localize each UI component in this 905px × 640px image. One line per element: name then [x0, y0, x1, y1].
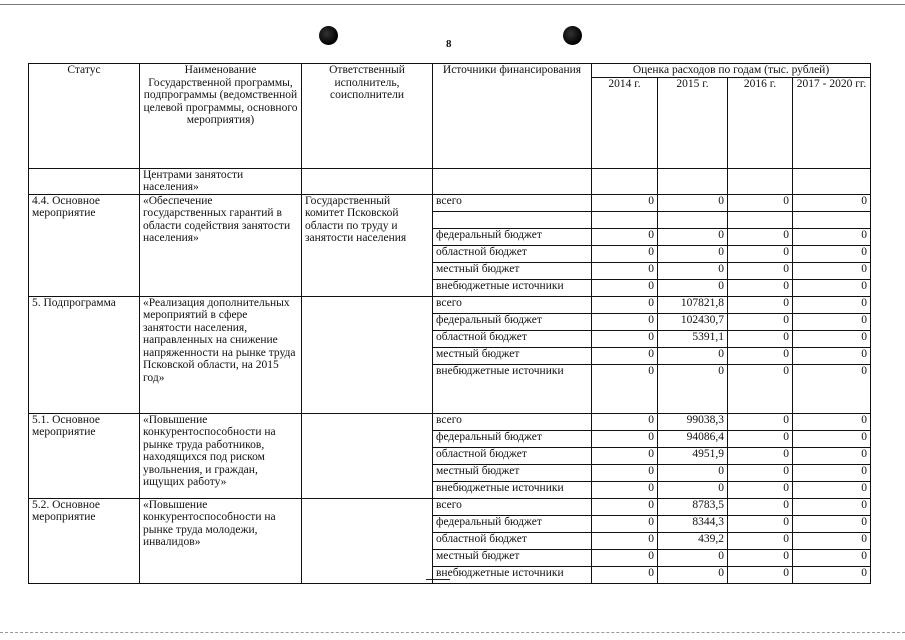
value-cell: 102430,7 — [658, 313, 728, 330]
source-cell: областной бюджет — [433, 447, 592, 464]
source-cell — [433, 211, 592, 228]
responsible-cell — [302, 168, 433, 194]
value-cell: 0 — [592, 296, 658, 313]
header-sources: Источники финансирования — [433, 64, 592, 169]
source-cell: местный бюджет — [433, 262, 592, 279]
source-cell: областной бюджет — [433, 532, 592, 549]
value-cell: 94086,4 — [658, 430, 728, 447]
value-cell: 0 — [728, 532, 793, 549]
value-cell: 0 — [658, 347, 728, 364]
value-cell: 0 — [728, 279, 793, 296]
source-cell: местный бюджет — [433, 464, 592, 481]
value-cell: 0 — [592, 515, 658, 532]
status-cell — [29, 168, 140, 194]
table-body — [29, 168, 871, 583]
value-cell: 0 — [793, 279, 871, 296]
value-cell: 0 — [728, 549, 793, 566]
value-cell: 0 — [592, 430, 658, 447]
value-cell: 0 — [793, 364, 871, 413]
source-cell: всего — [433, 296, 592, 313]
source-cell: внебюджетные источники — [433, 481, 592, 498]
value-cell: 0 — [592, 262, 658, 279]
responsible-cell — [302, 413, 433, 498]
value-cell: 0 — [592, 245, 658, 262]
source-cell: местный бюджет — [433, 549, 592, 566]
name-cell: «Реализация дополнительных мероприятий в сфере занятости населения, направленных на снижение напряженности на рынке труда Псковской области, на 2015 год» — [140, 296, 302, 413]
value-cell: 0 — [793, 262, 871, 279]
value-cell: 0 — [728, 296, 793, 313]
value-cell: 0 — [592, 549, 658, 566]
value-cell: 0 — [728, 481, 793, 498]
table-row — [29, 498, 871, 515]
status-cell: 4.4. Основное мероприятие — [29, 194, 140, 296]
page-number: 8 — [446, 38, 452, 50]
value-cell: 0 — [728, 330, 793, 347]
value-cell: 0 — [793, 549, 871, 566]
continuation-row — [29, 168, 871, 194]
value-cell: 0 — [592, 481, 658, 498]
value-cell: 0 — [793, 498, 871, 515]
value-cell: 0 — [728, 413, 793, 430]
value-cell: 0 — [592, 194, 658, 211]
status-cell: 5. Подпрограмма — [29, 296, 140, 413]
value-cell: 0 — [793, 347, 871, 364]
value-cell: 0 — [728, 566, 793, 583]
value-cell: 0 — [793, 481, 871, 498]
value-cell: 0 — [592, 464, 658, 481]
name-cell: «Повышение конкурентоспособности на рынке труда молодежи, инвалидов» — [140, 498, 302, 583]
source-cell: внебюджетные источники — [433, 566, 592, 583]
name-cell: Центрами занятости населения» — [140, 168, 302, 194]
value-cell: 0 — [728, 194, 793, 211]
value-cell: 0 — [793, 532, 871, 549]
value-cell: 0 — [592, 532, 658, 549]
value-cell: 0 — [658, 364, 728, 413]
source-cell: внебюджетные источники — [433, 279, 592, 296]
value-cell: 0 — [592, 447, 658, 464]
responsible-cell: Государственный комитет Псковской области по труду и занятости населения — [302, 194, 433, 296]
value-cell: 8783,5 — [658, 498, 728, 515]
name-cell: «Повышение конкурентоспособности на рынке труда работников, находящихся под риском увольнения, и граждан, ищущих работу» — [140, 413, 302, 498]
value-cell: 0 — [658, 245, 728, 262]
header-estimate: Оценка расходов по годам (тыс. рублей) — [592, 64, 871, 78]
value-cell: 0 — [658, 464, 728, 481]
bottom-edge-line — [0, 632, 905, 633]
source-cell: всего — [433, 498, 592, 515]
source-cell: всего — [433, 413, 592, 430]
value-cell: 0 — [658, 194, 728, 211]
value-cell: 5391,1 — [658, 330, 728, 347]
bottom-dash — [426, 579, 450, 580]
value-cell: 0 — [592, 498, 658, 515]
value-cell — [728, 211, 793, 228]
value-cell: 0 — [793, 413, 871, 430]
value-cell: 0 — [793, 313, 871, 330]
punch-hole-left-icon — [319, 26, 338, 45]
value-cell — [658, 211, 728, 228]
value-cell: 0 — [793, 447, 871, 464]
value-cell: 0 — [592, 347, 658, 364]
source-cell: областной бюджет — [433, 330, 592, 347]
value-cell: 0 — [592, 330, 658, 347]
value-cell: 0 — [592, 364, 658, 413]
source-cell: федеральный бюджет — [433, 430, 592, 447]
header-row — [29, 64, 871, 78]
value-cell: 0 — [728, 515, 793, 532]
value-cell: 0 — [728, 228, 793, 245]
value-cell: 0 — [793, 245, 871, 262]
name-cell: «Обеспечение государственных гарантий в области содействия занятости населения» — [140, 194, 302, 296]
source-cell — [433, 168, 592, 194]
value-cell: 0 — [793, 194, 871, 211]
punch-hole-right-icon — [563, 26, 582, 45]
table-row — [29, 296, 871, 313]
header-responsible: Ответственный исполнитель, соисполнители — [302, 64, 433, 169]
status-cell: 5.1. Основное мероприятие — [29, 413, 140, 498]
source-cell: внебюджетные источники — [433, 364, 592, 413]
value-cell — [658, 168, 728, 194]
value-cell: 0 — [793, 464, 871, 481]
value-cell: 0 — [658, 228, 728, 245]
header-year: 2017 - 2020 гг. — [793, 77, 871, 168]
table-row — [29, 194, 871, 211]
header-status: Статус — [29, 64, 140, 169]
value-cell: 0 — [793, 566, 871, 583]
value-cell: 0 — [728, 430, 793, 447]
value-cell: 0 — [658, 549, 728, 566]
value-cell: 439,2 — [658, 532, 728, 549]
value-cell: 0 — [728, 447, 793, 464]
value-cell: 107821,8 — [658, 296, 728, 313]
responsible-cell — [302, 498, 433, 583]
source-cell: областной бюджет — [433, 245, 592, 262]
source-cell: федеральный бюджет — [433, 228, 592, 245]
value-cell: 0 — [658, 481, 728, 498]
header-year: 2016 г. — [728, 77, 793, 168]
value-cell: 0 — [793, 330, 871, 347]
value-cell: 0 — [658, 566, 728, 583]
value-cell: 0 — [658, 262, 728, 279]
top-edge-line — [0, 4, 905, 5]
status-cell: 5.2. Основное мероприятие — [29, 498, 140, 583]
value-cell: 0 — [728, 364, 793, 413]
budget-table — [28, 63, 871, 584]
value-cell: 0 — [592, 228, 658, 245]
value-cell: 0 — [728, 313, 793, 330]
responsible-cell — [302, 296, 433, 413]
value-cell: 99038,3 — [658, 413, 728, 430]
value-cell: 0 — [592, 279, 658, 296]
value-cell — [592, 168, 658, 194]
value-cell: 0 — [728, 464, 793, 481]
value-cell: 0 — [728, 245, 793, 262]
header-year: 2015 г. — [658, 77, 728, 168]
table-row — [29, 413, 871, 430]
value-cell: 0 — [592, 313, 658, 330]
source-cell: федеральный бюджет — [433, 515, 592, 532]
header-name: Наименование Государственной программы, подпрограммы (ведомственной целевой программы, основного мероприятия) — [140, 64, 302, 169]
value-cell: 0 — [793, 228, 871, 245]
value-cell: 0 — [728, 498, 793, 515]
source-cell: местный бюджет — [433, 347, 592, 364]
value-cell: 0 — [728, 262, 793, 279]
value-cell: 8344,3 — [658, 515, 728, 532]
value-cell — [728, 168, 793, 194]
value-cell: 0 — [728, 347, 793, 364]
value-cell — [592, 211, 658, 228]
value-cell: 0 — [793, 515, 871, 532]
value-cell: 0 — [592, 566, 658, 583]
value-cell — [793, 211, 871, 228]
value-cell — [793, 168, 871, 194]
value-cell: 0 — [658, 279, 728, 296]
source-cell: всего — [433, 194, 592, 211]
value-cell: 0 — [592, 413, 658, 430]
header-year: 2014 г. — [592, 77, 658, 168]
value-cell: 0 — [793, 296, 871, 313]
value-cell: 4951,9 — [658, 447, 728, 464]
source-cell: федеральный бюджет — [433, 313, 592, 330]
value-cell: 0 — [793, 430, 871, 447]
